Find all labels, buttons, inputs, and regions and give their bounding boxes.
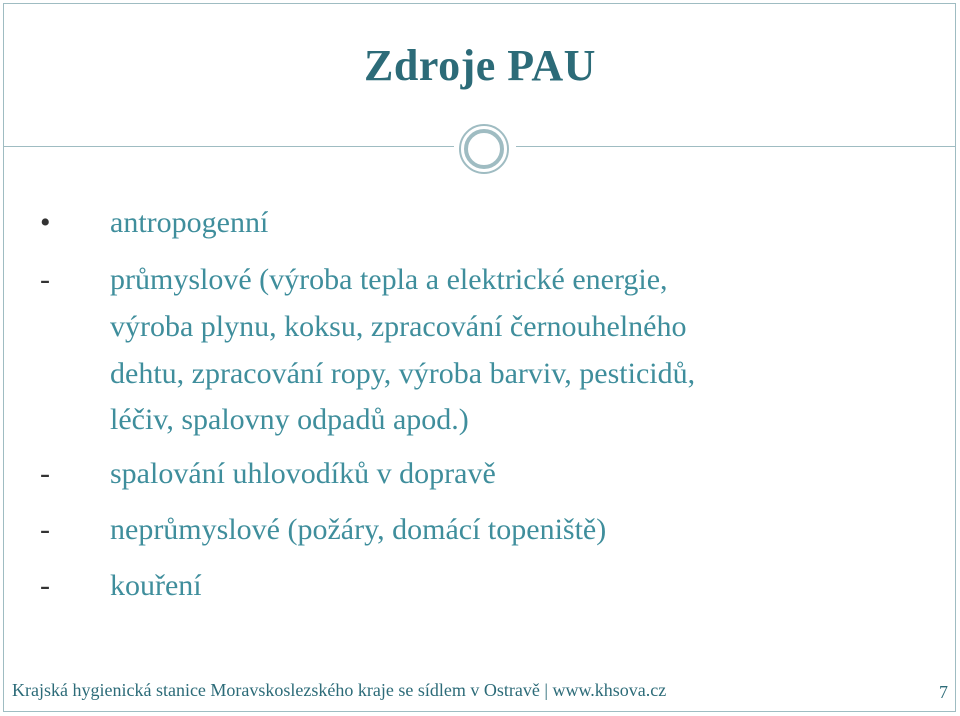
list-item-text: kouření: [110, 569, 202, 602]
footer-institution: Krajská hygienická stanice Moravskoslezského kraje se sídlem v Ostravě: [12, 680, 540, 700]
dash-marker: -: [40, 569, 50, 602]
dash-marker: -: [40, 513, 50, 546]
list-item-text: spalování uhlovodíků v dopravě: [110, 457, 496, 490]
page-number: 7: [939, 682, 948, 702]
list-item-text: průmyslové (výroba tepla a elektrické energie,: [110, 263, 668, 296]
bullet-icon: •: [40, 206, 51, 239]
list-item-text: antropogenní: [110, 206, 269, 239]
list-item-text: dehtu, zpracování ropy, výroba barviv, pesticidů,: [110, 357, 696, 390]
list-item-text: neprůmyslové (požáry, domácí topeniště): [110, 513, 607, 546]
footer-website-link[interactable]: www.khsova.cz: [552, 680, 667, 700]
slide-title: Zdroje PAU: [364, 41, 596, 90]
dash-marker: -: [40, 457, 50, 490]
title-divider-left: [4, 146, 454, 147]
list-item-text: léčiv, spalovny odpadů apod.): [110, 403, 469, 436]
footer: [12, 680, 666, 701]
list-item-text: výroba plynu, koksu, zpracování černouhelného: [110, 310, 687, 343]
title-divider-right: [516, 146, 956, 147]
dash-marker: -: [40, 263, 50, 296]
footer-separator: |: [544, 680, 548, 700]
circle-ornament-icon: [458, 123, 510, 175]
